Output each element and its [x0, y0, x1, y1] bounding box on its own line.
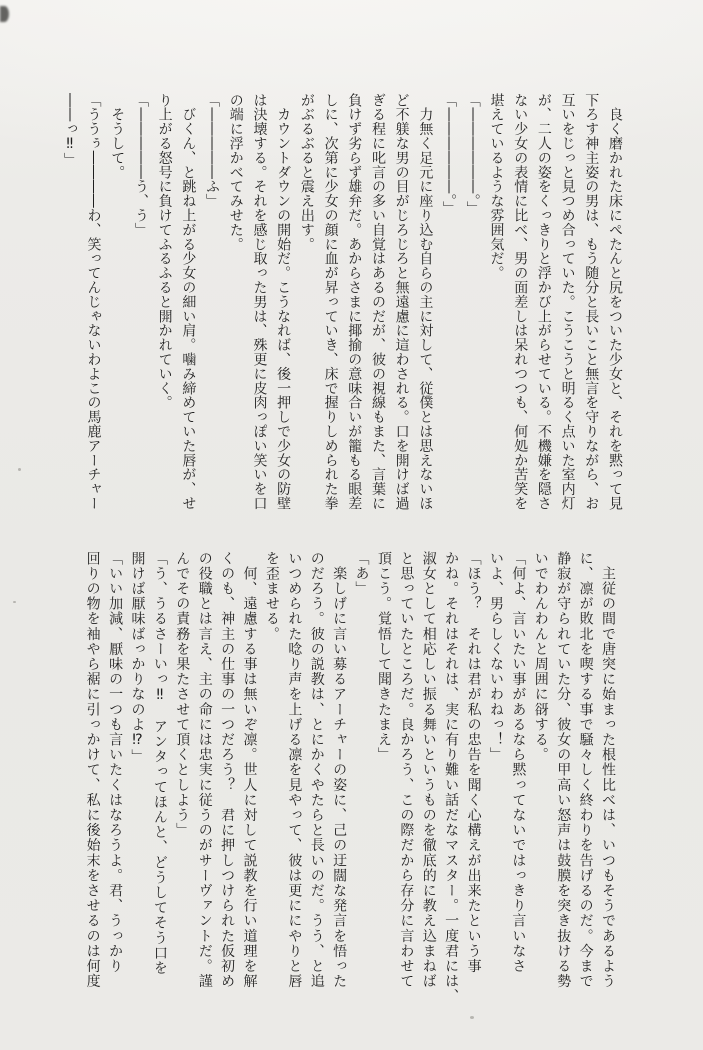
text-line: 主従の間で唐突に始まった根性比べは、いつもそうであるよう [600, 551, 616, 989]
text-line: のだろう。彼の説教は、とにかくやたらと長いのだ。うう、と追 [308, 551, 325, 989]
text-line: 力無く足元に座り込む自らの主に対して、従僕とは思えないほ [417, 93, 434, 511]
text-line: の端に浮かべてみせた。 [227, 93, 244, 252]
text-line: を歪ませる。 [263, 551, 280, 642]
scan-speck [13, 601, 16, 603]
text-line: 「ううぅ――――わ、笑ってんじゃないわよこの馬鹿アーチャー [85, 93, 102, 511]
text-line: り上がる怒号に負けてふるふると開かれていく。 [156, 93, 173, 410]
text-line: いでわんわんと周囲に谺する。 [532, 551, 549, 763]
text-line: かね。それはそれは、実に有り難い話だなマスター。一度君には、 [443, 551, 460, 1004]
text-line: ない少女の表情に比べ、男の面差しは呆れつつも、何処か苦笑を [512, 93, 529, 511]
text-line: 回りの物を袖やら裾に引っかけて、私に後始末をさせるのは何度 [84, 551, 101, 989]
text-line: 下ろす神主姿の男は、もう随分と長いこと無言を守りながら、お [583, 93, 600, 511]
text-line: 淑女として相応しい振る舞いというものを徹底的に教え込まねば [420, 551, 437, 989]
text-line: がぶるぶると震え出す。 [298, 93, 315, 252]
text-line: しに、次第に少女の顔に血が昇っていき、床で握りしめられた拳 [322, 93, 339, 511]
text-line: 互いをじっと見つめ合っていた。こうこうと明るく点いた室内灯 [559, 93, 576, 511]
text-line: の役職とは言え、主の命には忠実に従うのがサーヴァントだ。謹 [196, 551, 213, 989]
text-line: 「いい加減、厭味の一つも言いたくはなろうよ。君、うっかり [107, 551, 124, 974]
text-line: 堪えているような雰囲気だ。 [488, 93, 505, 281]
text-line: いつめられた唸り声を上げる凛を見やって、彼は更ににやりと唇 [286, 551, 303, 989]
text-line: 「―――――う、う」 [132, 93, 149, 237]
text-line: 静寂が守られていた分、彼女の甲高い怒声は鼓膜を突き抜ける勢 [555, 551, 572, 989]
scan-speck [470, 1016, 474, 1019]
text-line: 負けず劣らず雄弁だ。あからさまに揶揄の意味合いが籠もる眼差 [346, 93, 363, 511]
text-line: いよ、男らしくないわねっ！」 [487, 551, 504, 763]
text-line: ――っ‼」 [61, 93, 78, 167]
scan-artifact-corner [0, 6, 9, 22]
text-block-bottom [81, 551, 619, 1013]
text-line: カウントダウンの開始だ。こうなれば、後一押しで少女の防壁 [275, 93, 292, 511]
text-line: 何、遠慮する事は無いぞ凛。世人に対して説教を行い道理を解 [241, 551, 258, 989]
text-line: ぎる程に叱言の多い自覚はあるのだが、彼の視線もまた、言葉に [369, 93, 386, 511]
text-line: 「何よ、言いたい事があるなら黙ってないではっきり言いなさ [510, 551, 527, 974]
text-line: に、凛が敗北を喫する事で騒々しく終わりを告げるのだ。今まで [577, 551, 594, 989]
text-line: と思っていたところだ。良かろう、この際だから存分に言わせて [398, 551, 415, 989]
text-line: が、二人の姿をくっきりと浮かび上がらせている。不機嫌を隠さ [535, 93, 552, 511]
text-line: は決壊する。それを感じ取った男は、殊更に皮肉っぽい笑いを口 [251, 93, 268, 511]
text-block-top [57, 93, 626, 527]
text-line: 「――――――。」 [464, 93, 481, 216]
text-line: んでその責務を果たさせて頂くとしよう」 [174, 551, 191, 838]
text-line: 「う、うるさーいっ‼ アンタってほんと、どうしてそう口を [151, 551, 168, 976]
text-line: 「あ」 [353, 551, 370, 597]
text-line: 「ほう？ それは君が私の忠告を聞く心構えが出来たという事 [465, 551, 482, 974]
text-line: 良く磨かれた床にぺたんと尻をついた少女と、それを黙って見 [607, 93, 623, 511]
text-line: 楽しげに言い募るアーチャーの姿に、己の迂闊な発言を悟った [331, 551, 348, 989]
text-line: 「―――――ふ」 [204, 93, 221, 209]
text-line: くのも、神主の仕事の一つだろう？ 君に押しつけられた仮初め [219, 551, 236, 989]
text-line: 開けば厭味ばっかりなのよ⁉」 [129, 551, 146, 765]
scan-speck [18, 468, 21, 471]
text-line: びくん、と跳ね上がる少女の細い肩。噛み締めていた唇が、せ [180, 93, 197, 511]
text-line: 頂こう。覚悟して聞きたまえ」 [375, 551, 392, 763]
text-line: ど不躾な男の目がじろじろと無遠慮に這わされる。口を開けば過 [393, 93, 410, 511]
text-line: 「――――――。」 [441, 93, 458, 216]
text-line: そうして。 [109, 93, 126, 180]
